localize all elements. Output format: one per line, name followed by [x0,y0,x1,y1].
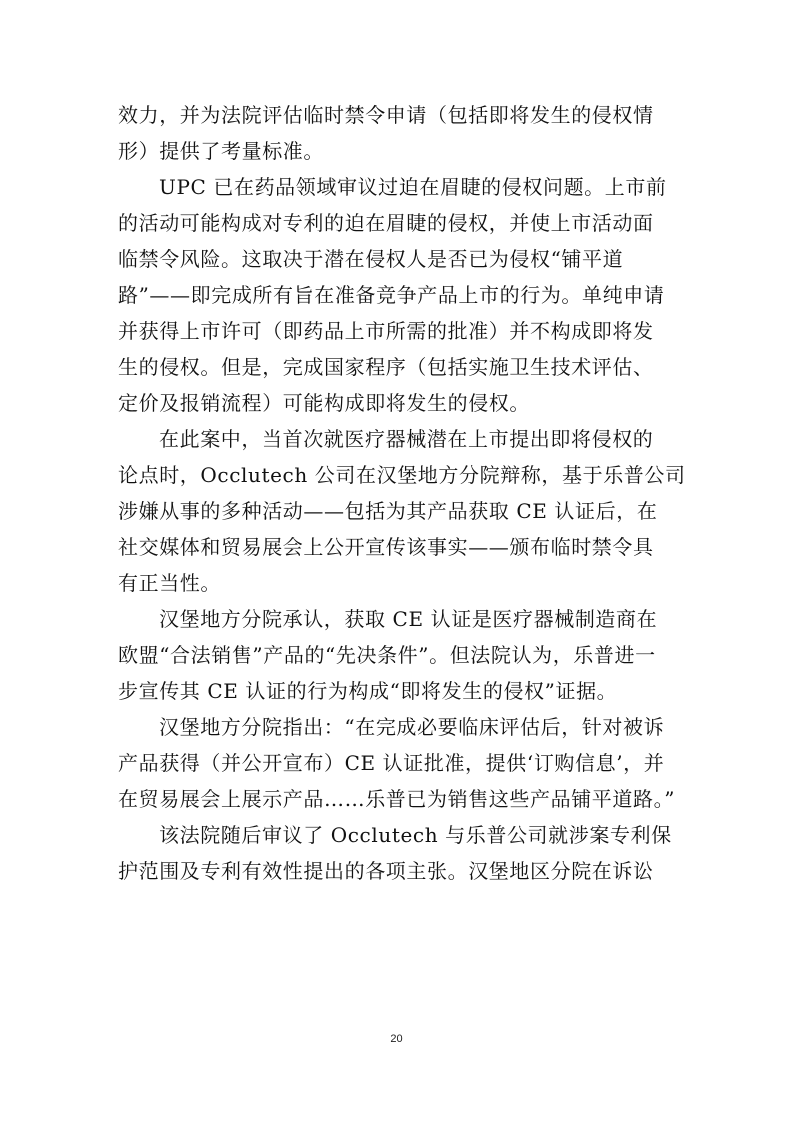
page-number: 20 [390,1033,403,1045]
text-line: 在贸易展会上展示产品……乐普已为销售这些产品铺平道路。” [118,787,676,811]
text-line: 并获得上市许可（即药品上市所需的批准）并不构成即将发 [118,319,654,343]
text-line: 的活动可能构成对专利的迫在眉睫的侵权，并使上市活动面 [118,211,654,235]
paragraph-first-line: UPC 已在药品领域审议过迫在眉睫的侵权问题。上市前 [159,175,667,199]
text-line: 护范围及专利有效性提出的各项主张。汉堡地区分院在诉讼 [118,859,654,883]
paragraph-first-line: 汉堡地方分院承认，获取 CE 认证是医疗器械制造商在 [159,607,658,631]
text-line: 涉嫌从事的多种活动——包括为其产品获取 CE 认证后，在 [118,499,658,523]
text-line: 效力，并为法院评估临时禁令申请（包括即将发生的侵权情 [118,103,654,127]
text-line: 欧盟“合法销售”产品的“先决条件”。但法院认为，乐普进一 [118,643,656,667]
text-line: 有正当性。 [118,571,221,595]
body-text [118,97,686,889]
text-line: 形）提供了考量标准。 [118,139,324,163]
paragraph-first-line: 在此案中，当首次就医疗器械潜在上市提出即将侵权的 [159,427,654,451]
paragraph-first-line: 汉堡地方分院指出：“在完成必要临床评估后，针对被诉 [159,715,665,739]
text-line: 产品获得（并公开宣布）CE 认证批准，提供‘订购信息’，并 [118,751,665,775]
text-line: 临禁令风险。这取决于潜在侵权人是否已为侵权“铺平道 [118,247,624,271]
text-line: 社交媒体和贸易展会上公开宣传该事实——颁布临时禁令具 [118,535,654,559]
text-line: 生的侵权。但是，完成国家程序（包括实施卫生技术评估、 [118,355,654,379]
text-line: 路”——即完成所有旨在准备竞争产品上市的行为。单纯申请 [118,283,665,307]
paragraph-first-line: 该法院随后审议了 Occlutech 与乐普公司就涉案专利保 [159,823,672,847]
text-line: 论点时，Occlutech 公司在汉堡地方分院辩称，基于乐普公司 [118,463,686,487]
text-line: 定价及报销流程）可能构成即将发生的侵权。 [118,391,530,415]
text-line: 步宣传其 CE 认证的行为构成“即将发生的侵权”证据。 [118,679,618,703]
